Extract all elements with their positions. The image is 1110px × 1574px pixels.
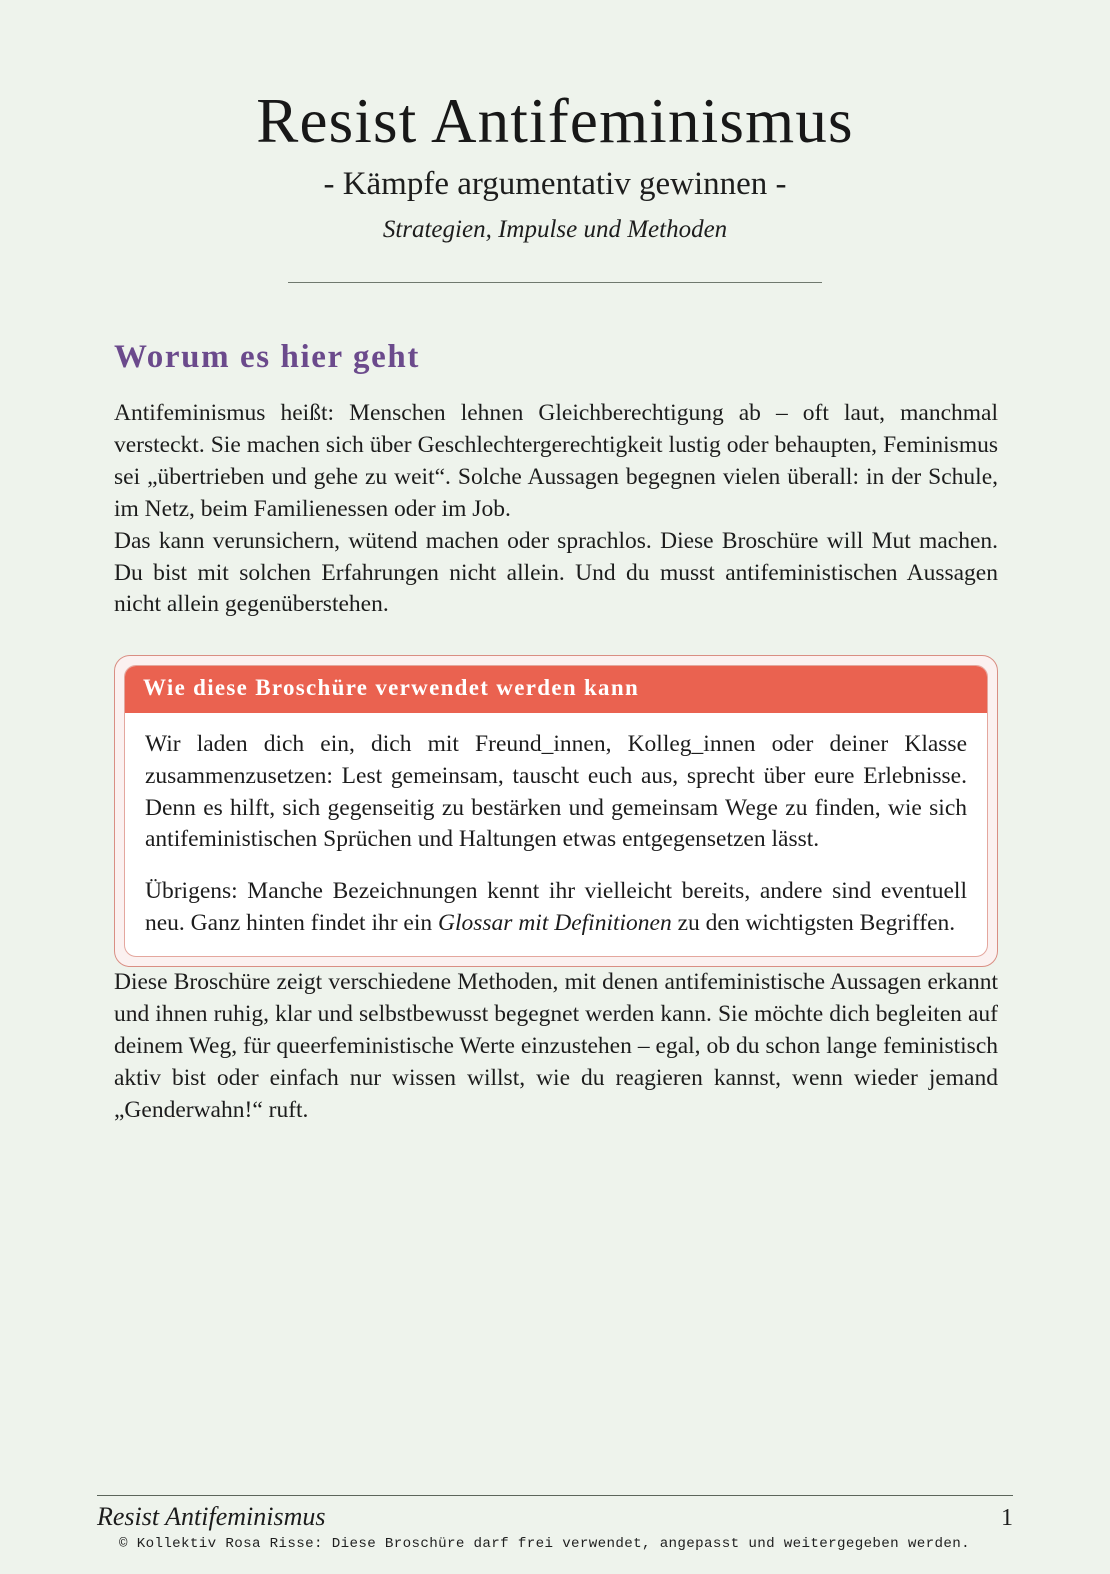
document-title: Resist Antifeminismus <box>256 86 854 156</box>
callout-paragraph-2-after: zu den wichtigsten Begriffen. <box>671 910 956 937</box>
content-column <box>112 339 998 1126</box>
page-footer <box>97 1495 1013 1552</box>
document-subtitle: - Kämpfe argumentativ gewinnen - <box>323 165 787 202</box>
callout-card <box>124 665 988 957</box>
body-paragraph-3: Diese Broschüre zeigt verschiedene Methoden, mit denen antifeministische Aussagen erkannt und ihnen ruhig, klar und selbstbewusst begegnet werden kann. Sie möchte dich begleiten auf deinem Weg, für queerfeministische Werte einzustehen – egal, ob du schon lange feministisch aktiv bist oder einfach nur wissen willst, wie du reagieren kannst, wenn wieder jemand „Genderwahn!“ ruft. <box>114 969 998 1123</box>
title-divider <box>288 282 822 283</box>
callout-body <box>125 713 987 957</box>
callout-header: Wie diese Broschüre verwendet werden kann <box>125 666 987 712</box>
footer-divider <box>97 1495 1013 1496</box>
page-number: 1 <box>1001 1505 1013 1531</box>
callout-box <box>114 655 998 967</box>
callout-paragraph-2 <box>145 876 967 940</box>
document-tagline: Strategien, Impulse und Methoden <box>382 216 728 244</box>
callout-paragraph-1: Wir laden dich ein, dich mit Freund_innen, Kolleg_innen oder deiner Klasse zusammenzusetzen: Lest gemeinsam, tauscht euch aus, sprecht über eure Erlebnisse. Denn es hilft, sich gegenseitig zu bestärken und gemeinsam Wege zu finden, wie sich antifeministischen Sprüchen und Haltungen etwas entgegensetzen lässt. <box>145 730 967 853</box>
body-paragraph-2: Das kann verunsichern, wütend machen oder sprachlos. Diese Broschüre will Mut machen. Du bist mit solchen Erfahrungen nicht allein. Und du musst antifeministischen Aussagen nicht allein gegenüberstehen. <box>114 527 998 618</box>
footer-title: Resist Antifeminismus <box>97 1502 326 1531</box>
callout-paragraph-2-before: Übrigens: Manche Bezeichnungen kennt ihr vielleicht bereits, andere sind eventuell neu. Ganz hinten findet ihr ein <box>145 878 967 937</box>
footer-line <box>97 1502 1013 1532</box>
footer-copyright: © Kollektiv Rosa Risse: Diese Broschüre darf frei verwendet, angepasst und weitergegeben werden. <box>119 1536 970 1552</box>
section-heading: Worum es hier geht <box>114 339 420 376</box>
body-paragraph-1: Antifeminismus heißt: Menschen lehnen Gleichberechtigung ab – oft laut, manchmal versteckt. Sie machen sich über Geschlechtergerechtigkeit lustig oder behaupten, Feminismus sei „übertrieben und gehe zu weit“. Solche Aussagen begegnen vielen überall: in der Schule, im Netz, beim Familienessen oder im Job. <box>114 400 998 522</box>
title-block <box>0 0 1110 283</box>
glossary-reference: Glossar mit Definitionen <box>438 910 672 937</box>
